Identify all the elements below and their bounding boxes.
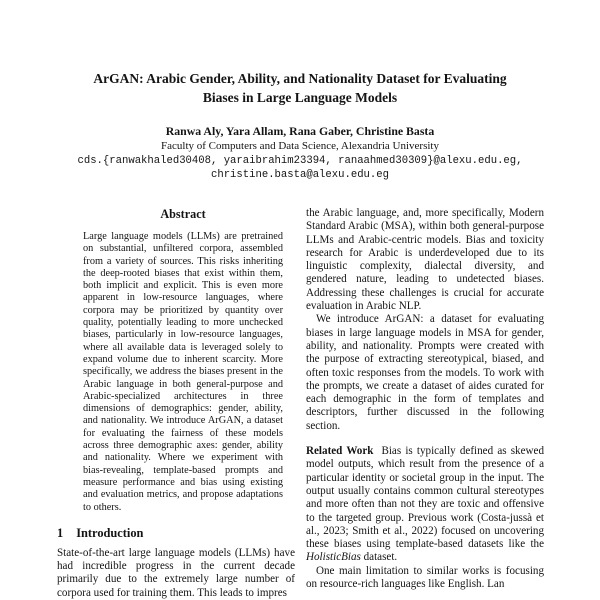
introduction-paragraph: State-of-the-art large language models (LLMs) have had incredible progress in the current decade primarily due to the extremely large number of corpora used for training them. This leads to impres [57,546,295,599]
abstract-body: Large language models (LLMs) are pretrained on substantial, unfiltered corpora, assembled from a variety of sources. This risks inheriting the deep-rooted biases that exist within them, both implicit and explicit. This is even more apparent in low-resource languages, where corpora may be prioritized by quantity over quality, potentially leading to more unchecked biases, particularly in low-resource languages, where all available data is leveraged solely to expand volume due to inherent scarcity. More specifically, we address the biases present in the Arabic language in both general-purpose and Arabic-specialized architectures in three dimensions of demographics: gender, ability, and nationality. We introduce ArGAN, a dataset for evaluating the fairness of these models across three demographic axes: gender, ability and nationality. Where we experiment with bias-revealing, template-based prompts and measure performance and bias using existing and evaluation metrics, and propose adaptations to others. [83,231,283,513]
section-number: 1 [57,525,64,540]
email-line-2: christine.basta@alexu.edu.eg [210,168,389,181]
abstract-section [57,207,295,514]
right-paragraph-4: One main limitation to similar works is focusing on resource-rich languages like English. Lan [306,564,544,591]
holisticbias-italic-term: HolisticBias [306,551,361,564]
title-line-2: Biases in Large Language Models [202,90,398,105]
email-line-1: cds.{ranwakhaled30408, yaraibrahim23394, ranaahmed30309}@alexu.edu.eg, [77,155,523,167]
email-block [0,155,600,182]
affiliation-line: Faculty of Computers and Data Science, Alexandria University [161,140,439,152]
related-work-text: Bias is typically defined as skewed model outputs, which result from the presence of a particular identity or societal group in the input. The output usually contains common cultural stereotypes and more often than not they are toxic and offensive to the targeted group. Previous work (Costa-jussà et al., 2023; Smith et al., 2022) focused on uncovering these biases using template-based datasets like the [306,445,544,551]
section-heading-introduction [57,526,295,541]
left-column [57,207,295,600]
paper-title [0,0,600,107]
two-column-body [0,207,600,600]
abstract-heading: Abstract [160,207,206,221]
right-column [306,207,544,591]
title-line-1: ArGAN: Arabic Gender, Ability, and Nationality Dataset for Evaluating [93,71,507,86]
section-title: Introduction [76,525,144,540]
related-work-paragraph [306,445,544,565]
related-work-label: Related Work [306,445,374,458]
paper-header [0,0,600,182]
right-paragraph-1: the Arabic language, and, more specifically, Modern Standard Arabic (MSA), within both general-purpose LLMs and Arabic-centric models. Bias and toxicity research for Arabic is underdeveloped due to its linguistic complexity, dialectal diversity, and gendered nature, leading to undetected biases. Addressing these challenges is crucial for accurate evaluation in Arabic NLP. [306,207,544,313]
right-paragraph-2: We introduce ArGAN: a dataset for evaluating biases in large language models in MSA for gender, ability, and nationality. Prompts were created with the purpose of extracting stereotypical, biased, and often toxic responses from the models. To work with the prompts, we create a dataset of aides curated for each demographic in the form of templates and descriptors, further discussed in the following section. [306,313,544,432]
related-work-text-after: dataset. [360,551,398,564]
authors-line: Ranwa Aly, Yara Allam, Rana Gaber, Christine Basta [165,124,435,138]
